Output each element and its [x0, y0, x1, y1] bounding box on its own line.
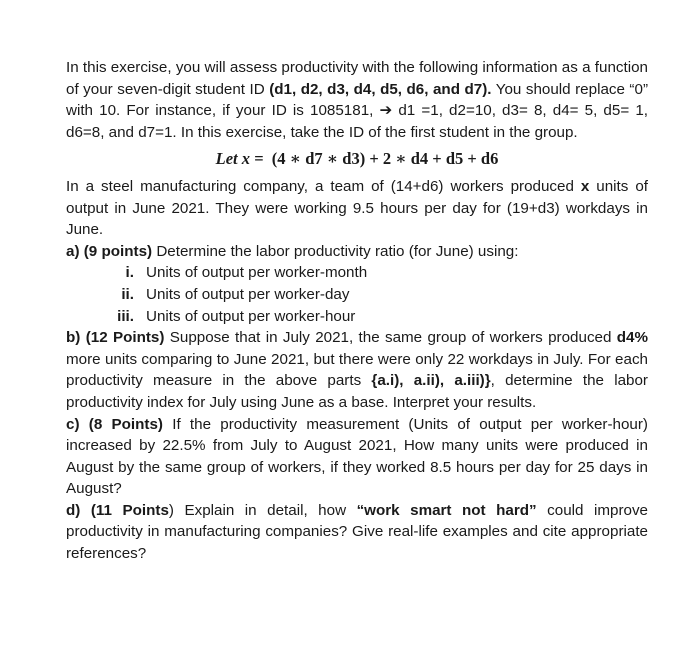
part-a: a) (9 points) Determine the labor productivity ratio (for June) using: i. Units of output per worker-month ii. Units of output per worker-day iii. Units of output per worker-hour	[66, 241, 648, 327]
part-b: b) (12 Points) Suppose that in July 2021, the same group of workers produced d4% more units comparing to June 2021, but there were only 22 workdays in July. For each productivity measure in the above parts {a.i), a.ii), a.iii)}, determine the labor productivity index for July using June as a base. Interpret your results.	[66, 329, 648, 411]
list-item: i. Units of output per worker-month	[125, 264, 368, 282]
arrow-icon: ➔	[379, 102, 393, 120]
scenario-paragraph: In a steel manufacturing company, a team of (14+d6) workers produced x units of output in June 2021. They were working 9.5 hours per day for (19+d3) workdays in June.	[66, 177, 648, 239]
id-digits: (d1, d2, d3, d4, d5, d6, and d7).	[269, 80, 492, 98]
part-d: d) (11 Points) Explain in detail, how “work smart not hard” could improve productivity in manufacturing companies? Give real-life examples and cite appropriate references?	[66, 501, 648, 563]
intro-paragraph: In this exercise, you will assess productivity with the following information as a function of your seven-digit student ID (d1, d2, d3, d4, d5, d6, and d7). You should replace “0” with 10. For instance, if your ID is 1085181, ➔ d1 =1, d2=10, d3= 8, d4= 5, d5= 1, d6=8, and d7=1. In this exercise, take the ID of the first student in the group.	[66, 59, 648, 141]
exercise-document	[66, 57, 648, 565]
part-c: c) (8 Points) If the productivity measurement (Units of output per worker-hour) increased by 22.5% from July to August 2021, How many units were produced in August by the same group of workers, if they worked 8.5 hours per day for 25 days in August?	[66, 415, 648, 498]
list-item: ii. Units of output per worker-day	[121, 285, 350, 303]
formula-equation: Let x = (4 ∗ d7 ∗ d3) + 2 ∗ d4 + d5 + d6	[215, 149, 499, 169]
part-a-list	[66, 262, 648, 327]
list-item: iii. Units of output per worker-hour	[117, 307, 356, 325]
